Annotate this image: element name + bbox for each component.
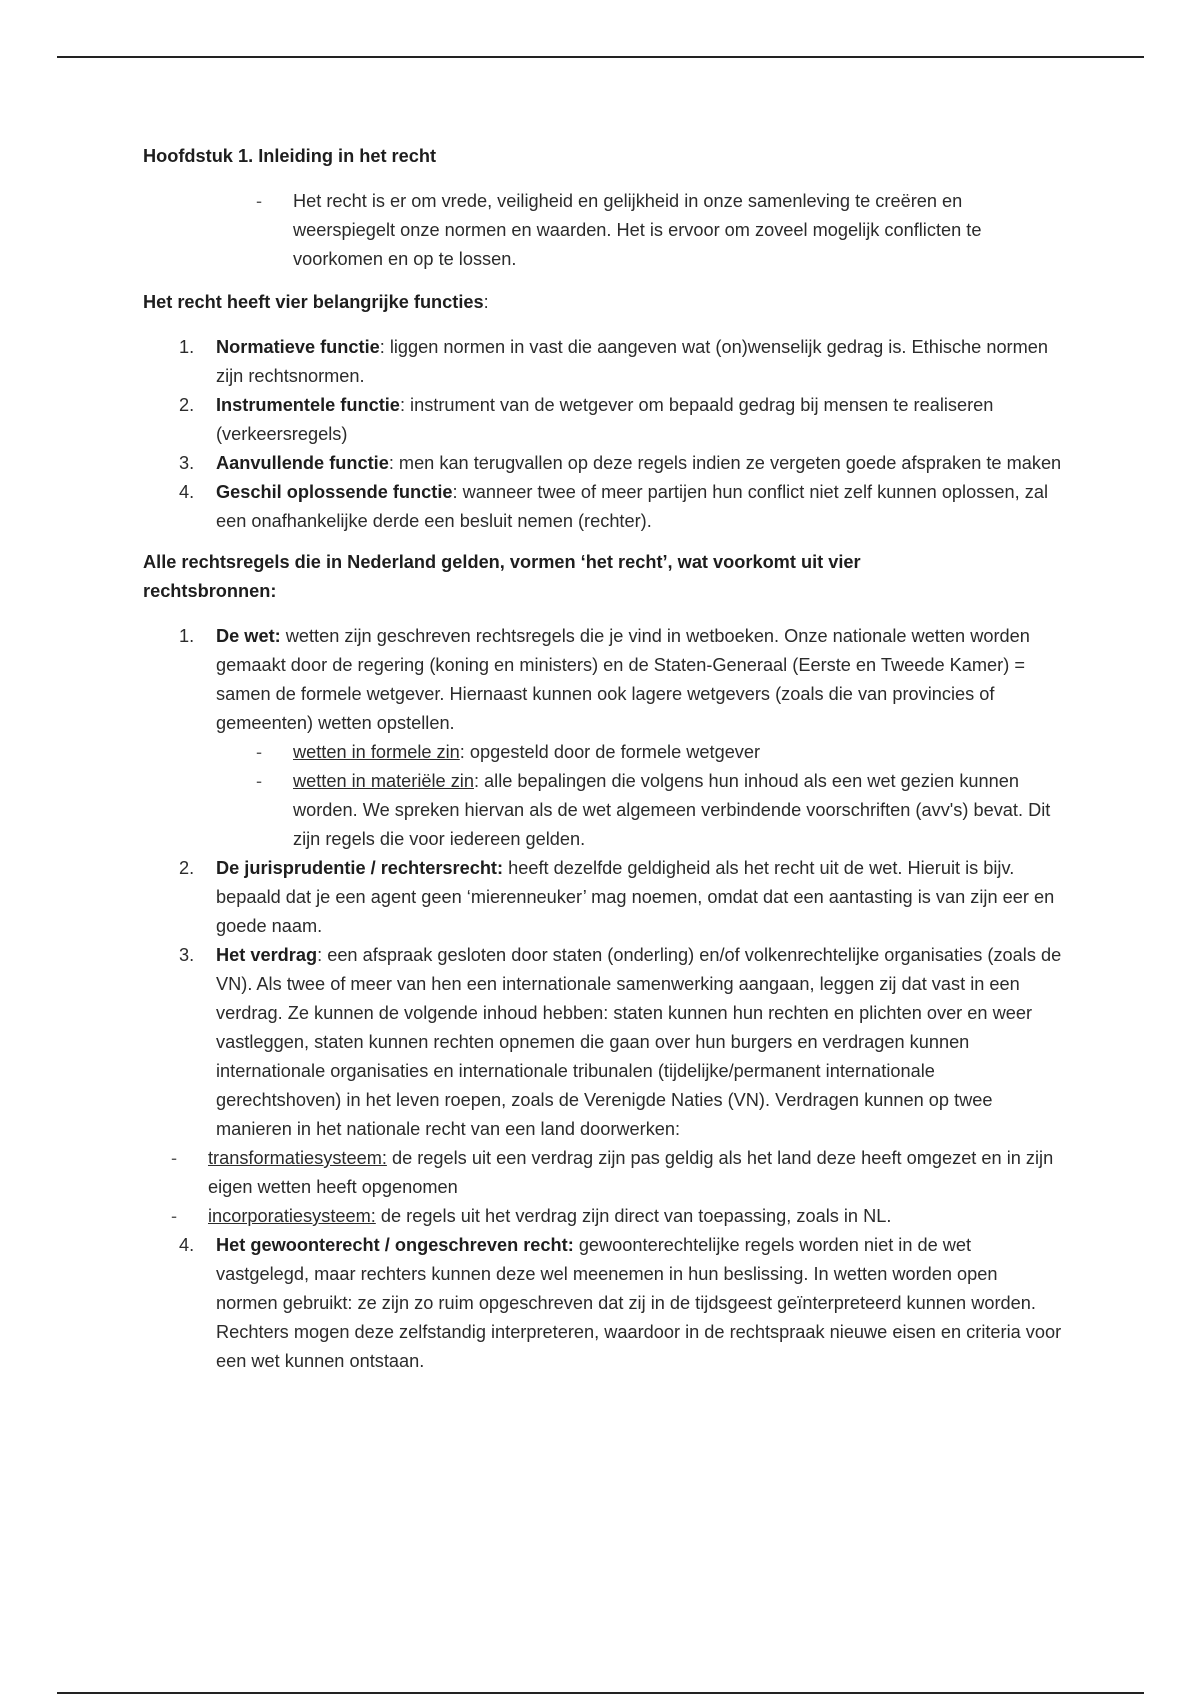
sub-bullet: - wetten in materiële zin: alle bepalingen die volgens hun inhoud als een wet gezien kunnen worden. We spreken hiervan als de wet algemeen verbindende voorschriften (avv's) bevat. Dit zijn regels die voor iedereen gelden. [256,771,1051,849]
list-item: 4. Het gewoonterecht / ongeschreven recht: gewoonterechtelijke regels worden niet in de wet vastgelegd, maar rechters kunnen deze wel meenemen in hun beslissing. In wetten worden open normen gebruikt: ze zijn zo ruim opgeschreven dat zij in de tijdsgeest geïnterpreteerd kunnen worden. Rechters mogen deze zelfstandig interpreteren, waardoor in de rechtspraak nieuwe eisen en criteria voor een wet kunnen ontstaan. [179,1235,1062,1371]
chapter-heading: Hoofdstuk 1. Inleiding in het recht [143,146,437,166]
list-item: 2. Instrumentele functie: instrument van de wetgever om bepaald gedrag bij mensen te realiseren (verkeersregels) [179,395,994,444]
sources-heading: Alle rechtsregels die in Nederland gelden, vormen ‘het recht’, wat voorkomt uit vier rechtsbronnen: [143,552,861,601]
list-item: 1. Normatieve functie: liggen normen in vast die aangeven wat (on)wenselijk gedrag is. Ethische normen zijn rechtsnormen. [179,337,1048,386]
header-rule [57,56,1144,58]
sources-list [143,622,1063,1376]
functions-heading: Het recht heeft vier belangrijke functies: [143,292,489,312]
list-item: 4. Geschil oplossende functie: wanneer twee of meer partijen hun conflict niet zelf kunnen oplossen, zal een onafhankelijke derde een besluit nemen (rechter). [179,482,1048,531]
sub-bullet: - transformatiesysteem: de regels uit een verdrag zijn pas geldig als het land deze heeft omgezet en in zijn eigen wetten heeft opgenomen [171,1148,1054,1197]
intro-text: Het recht is er om vrede, veiligheid en gelijkheid in onze samenleving te creëren en weerspiegelt onze normen en waarden. Het is ervoor om zoveel mogelijk conflicten te voorkomen en op te lossen. [293,191,982,269]
list-item: 1. De wet: wetten zijn geschreven rechtsregels die je vind in wetboeken. Onze nationale wetten worden gemaakt door de regering (koning en ministers) en de Staten-Generaal (Eerste en Tweede Kamer) = samen de formele wetgever. Hiernaast kunnen ook lagere wetgevers (zoals die van provincies of gemeenten) wetten opstellen. [179,626,1030,733]
intro-bullet [143,187,1063,274]
sub-bullet: - wetten in formele zin: opgesteld door de formele wetgever [256,742,761,762]
functions-list [143,333,1063,536]
document-body [143,142,1063,1376]
bullet-marker: - [256,191,263,211]
list-item: 3. Het verdrag: een afspraak gesloten door staten (onderling) en/of volkenrechtelijke organisaties (zoals de VN). Als twee of meer van hen een internationale samenwerking aangaan, leggen zij dat vast in een verdrag. Ze kunnen de volgende inhoud hebben: staten kunnen hun rechten en plichten over en weer vastleggen, staten kunnen rechten opnemen die gaan over hun burgers en verdragen kunnen internationale organisaties en internationale tribunalen (tijdelijke/permanent internationale gerechtshoven) in het leven roepen, zoals de Verenigde Naties (VN). Verdragen kunnen op twee manieren in het nationale recht van een land doorwerken: [179,945,1062,1139]
sub-bullet: - incorporatiesysteem: de regels uit het verdrag zijn direct van toepassing, zoals in NL. [171,1206,892,1226]
footer-rule [57,1692,1144,1694]
list-item: 2. De jurisprudentie / rechtersrecht: heeft dezelfde geldigheid als het recht uit de wet. Hieruit is bijv. bepaald dat je een agent geen ‘mierenneuker’ mag noemen, omdat dat een aantasting is van zijn eer en goede naam. [179,858,1055,936]
list-item: 3. Aanvullende functie: men kan terugvallen op deze regels indien ze vergeten goede afspraken te maken [179,453,1062,473]
